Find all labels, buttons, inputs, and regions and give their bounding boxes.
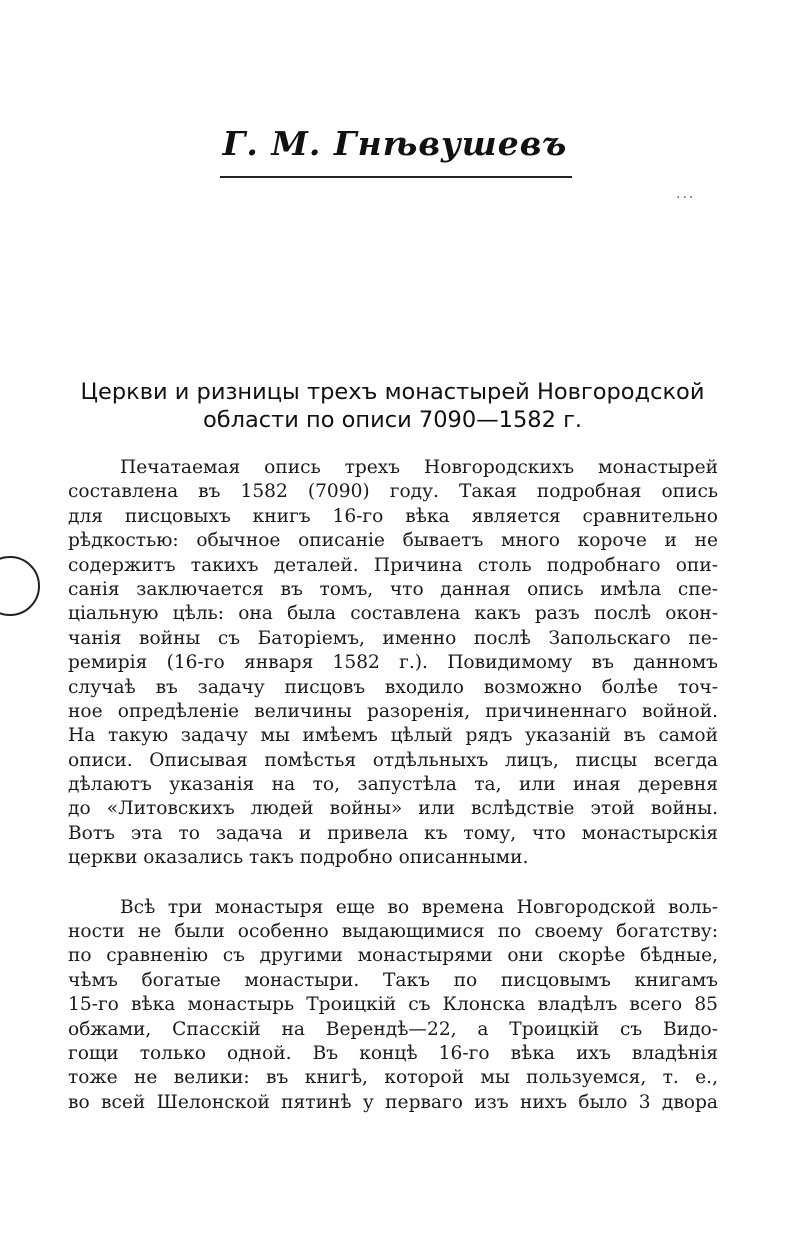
- text-line: ности не были особенно выдающимися по своему богатству:: [68, 921, 718, 943]
- text-line: церкви оказались такъ подробно описанными.: [68, 847, 529, 869]
- text-line: чѣмъ богатые монастыри. Такъ по писцовымъ книгамъ: [68, 969, 718, 991]
- text-line: гощи только одной. Въ концѣ 16-го вѣка ихъ владѣнія: [68, 1042, 718, 1064]
- text-line: Печатаемая опись трехъ Новгородскихъ монастырей: [120, 457, 718, 478]
- text-line: рѣдкостью: обычное описаніе бываетъ много короче и не: [68, 530, 718, 552]
- text-line: На такую задачу мы имѣемъ цѣлый рядъ указаній въ самой: [68, 725, 718, 747]
- text-line: дѣлаютъ указанія на то, запустѣла та, или иная деревня: [68, 774, 718, 796]
- rule-dots: ...: [676, 186, 696, 202]
- text-line: содержитъ такихъ деталей. Причина столь подробнаго опи-: [68, 554, 718, 576]
- text-line: тоже не велики: въ книгѣ, которой мы пользуемся, т. е.,: [68, 1067, 718, 1089]
- title-line-2: области по описи 7090—1582 г.: [202, 407, 583, 433]
- title-line-1: Церкви и ризницы трехъ монастырей Новгородской: [80, 379, 705, 405]
- text-line: чанія войны съ Баторіемъ, именно послѣ Запольскаго пе-: [68, 627, 718, 649]
- text-line: Всѣ три монастыря еще во времена Новгородской воль-: [120, 896, 718, 918]
- text-line: ціальную цѣль: она была составлена какъ разъ послѣ окон-: [68, 603, 718, 625]
- text-line: по сравненію съ другими монастырями они скорѣе бѣдные,: [68, 945, 718, 967]
- text-line: Вотъ эта то задача и привела къ тому, что монастырскія: [68, 822, 718, 844]
- text-line: ремирія (16-го января 1582 г.). Повидимому въ данномъ: [68, 652, 718, 674]
- article-title: [60, 378, 725, 434]
- text-line: во всей Шелонской пятинѣ у перваго изъ нихъ было 3 двора: [68, 1091, 718, 1113]
- paragraph-1: [68, 456, 718, 871]
- author-name: Г. М. Гнѣвушевъ: [222, 124, 568, 163]
- text-line: санія заключается въ томъ, что данная опись имѣла спе-: [68, 578, 718, 600]
- author-underline: [220, 176, 572, 178]
- text-line: случаѣ въ задачу писцовъ входило возможно болѣе точ-: [68, 676, 718, 698]
- text-line: до «Литовскихъ людей войны» или вслѣдствіе этой войны.: [68, 798, 718, 820]
- text-line: составлена въ 1582 (7090) году. Такая подробная опись: [68, 481, 718, 503]
- text-line: обжами, Спасскій на Верендѣ—22, а Троицкій съ Видо-: [68, 1018, 718, 1040]
- text-line: ное опредѣленіе величины разоренія, причиненнаго войной.: [68, 700, 718, 722]
- article-body: [68, 456, 718, 1115]
- text-line: для писцовыхъ книгъ 16-го вѣка является сравнительно: [68, 505, 718, 527]
- text-line: описи. Описывая помѣстья отдѣльныхъ лицъ, писцы всегда: [68, 749, 718, 771]
- binding-ring-mark: [0, 556, 40, 616]
- text-line: 15-го вѣка монастырь Троицкій съ Клонска владѣлъ всего 85: [68, 994, 718, 1016]
- paragraph-2: [68, 896, 718, 1116]
